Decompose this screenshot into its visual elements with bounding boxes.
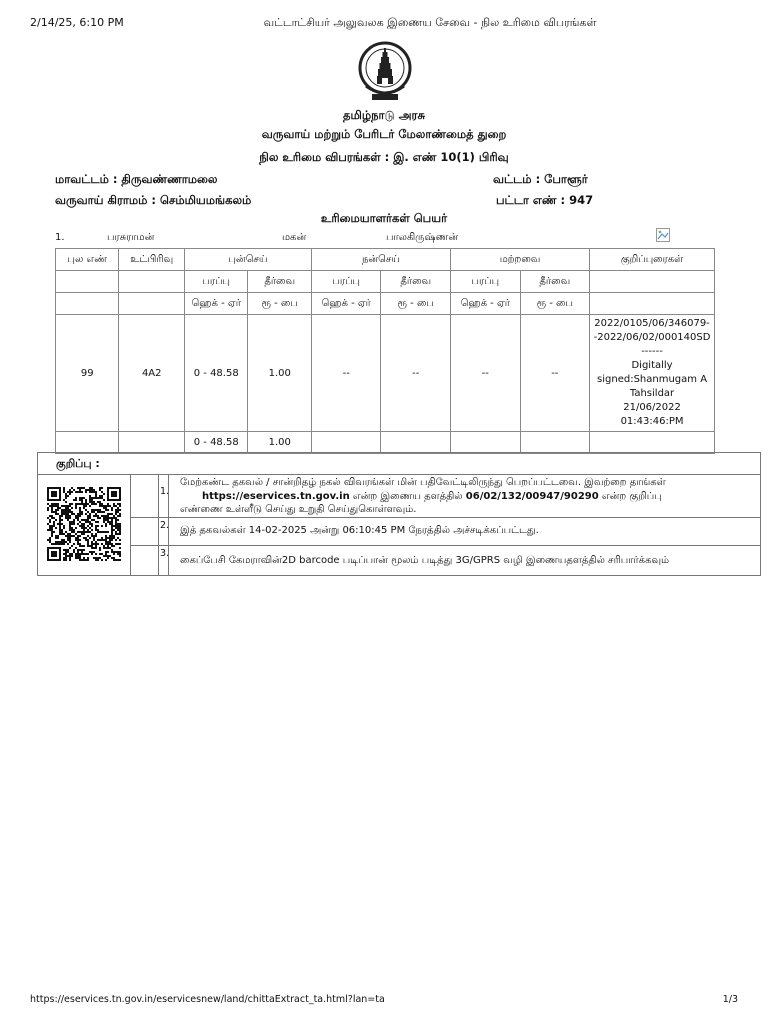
owner-father-name: பாலகிருஷ்ணன் [386, 232, 459, 243]
remarks-line: Digitally [631, 360, 673, 371]
unit-punsei-tax: ரூ - பை [248, 293, 311, 315]
header-survey-no: புல எண் [56, 249, 119, 271]
note-1-line-3: எண்ணை உள்ளீடு செய்து உறுதி செய்துகொள்ளவும். [180, 504, 417, 515]
total-row [56, 432, 715, 454]
remarks-line: -2022/06/02/000140SD [593, 332, 711, 343]
unit-nansei-area: ஹெக் - ஏர் [311, 293, 381, 315]
remarks-line: Tahsildar [629, 388, 675, 399]
owner-name: பரசுராமன் [107, 232, 155, 243]
note-1-tail-text: என்ற குறிப்பு [598, 490, 662, 502]
note-item-2: இத் தகவல்கள் 14-02-2025 அன்று 06:10:45 PM நேரத்தில் அச்சடிக்கப்பட்டது. [180, 525, 539, 536]
remarks-line: 21/06/2022 [623, 402, 681, 413]
note-item-3: கைப்பேசி கேமராவின்2D barcode படிப்பான் மூலம் படித்து 3G/GPRS வழி இணையதளத்தில் சரிபார்க்கவும் [180, 555, 670, 566]
note-number: 3. [160, 548, 170, 559]
land-records-table [55, 248, 715, 454]
reference-code: 06/02/132/00947/90290 [465, 490, 599, 502]
total-punsei-tax: 1.00 [248, 432, 311, 454]
village-field: வருவாய் கிராமம் : செம்மியமங்கலம் [55, 193, 252, 207]
header-others-tax: தீர்வை [520, 271, 590, 293]
owner-relation: மகன் [282, 232, 307, 243]
note-number: 2. [160, 520, 170, 531]
note-number: 1. [160, 486, 170, 497]
subdivision: 4A2 [119, 315, 185, 432]
header-nansei-tax: தீர்வை [381, 271, 451, 293]
tamil-nadu-emblem-icon [358, 38, 412, 104]
table-row [56, 315, 715, 432]
unit-others-area: ஹெக் - ஏர் [451, 293, 521, 315]
qr-code-cell [38, 474, 131, 575]
header-nansei-area: பரப்பு [311, 271, 381, 293]
header-others: மற்றவை [451, 249, 590, 271]
survey-number: 99 [56, 315, 119, 432]
page-number: 1/3 [722, 994, 738, 1005]
owner-index: 1. [55, 232, 65, 243]
remarks-line: ------ [641, 346, 663, 357]
note-item-1 [180, 476, 750, 517]
punsei-tax: 1.00 [248, 315, 311, 432]
eservices-link[interactable]: https://eservices.tn.gov.in [202, 490, 350, 502]
punsei-area: 0 - 48.58 [184, 315, 247, 432]
remarks-cell [590, 315, 715, 432]
header-punsei-area: பரப்பு [184, 271, 247, 293]
header-punsei-tax: தீர்வை [248, 271, 311, 293]
owners-heading: உரிமையாளர்கள் பெயர் [320, 211, 448, 225]
remarks-line: signed:Shanmugam A [597, 374, 708, 385]
district-field: மாவட்டம் : திருவண்ணாமலை [55, 172, 218, 186]
page-header-title: வட்டாட்சியர் அலுவலக இணைய சேவை - நில உரிமை விபரங்கள் [263, 16, 597, 29]
header-remarks: குறிப்புரைகள் [590, 249, 715, 271]
unit-punsei-area: ஹெக் - ஏர் [184, 293, 247, 315]
note-1-mid-text: என்ற இணைய தளத்தில் [349, 490, 466, 502]
notes-box [37, 452, 761, 576]
remarks-line: 01:43:46:PM [620, 416, 684, 427]
patta-number-field: பட்டா எண் : 947 [496, 193, 594, 207]
nansei-tax: -- [381, 315, 451, 432]
form-title: நில உரிமை விபரங்கள் : இ. எண் 10(1) பிரிவு [259, 150, 509, 164]
unit-others-tax: ரூ - பை [520, 293, 590, 315]
department-name: வருவாய் மற்றும் பேரிடர் மேலாண்மைத் துறை [261, 127, 507, 141]
notes-header [38, 453, 760, 475]
header-nansei: நன்செய் [311, 249, 450, 271]
total-punsei-area: 0 - 48.58 [184, 432, 247, 454]
unit-nansei-tax: ரூ - பை [381, 293, 451, 315]
others-tax: -- [520, 315, 590, 432]
remarks-line: 2022/0105/06/346079- [594, 318, 710, 329]
notes-heading: குறிப்பு : [56, 457, 100, 470]
footer-url: https://eservices.tn.gov.in/eservicesnew/land/chittaExtract_ta.html?lan=ta [30, 994, 385, 1005]
government-name: தமிழ்நாடு அரசு [343, 108, 425, 122]
broken-image-icon [656, 228, 670, 242]
header-others-area: பரப்பு [451, 271, 521, 293]
note-1-line-1: மேற்கண்ட தகவல் / சான்றிதழ் நகல் விவரங்கள் மின் பதிவேட்டிலிருந்து பெறப்பட்டவை. இவற்றை தாங்கள் [180, 477, 666, 488]
print-datetime: 2/14/25, 6:10 PM [30, 16, 124, 29]
header-subdivision: உட்பிரிவு [119, 249, 185, 271]
taluk-field: வட்டம் : போளூர் [493, 172, 588, 186]
others-area: -- [451, 315, 521, 432]
nansei-area: -- [311, 315, 381, 432]
qr-code-icon [47, 487, 121, 561]
header-punsei: புன்செய் [184, 249, 311, 271]
